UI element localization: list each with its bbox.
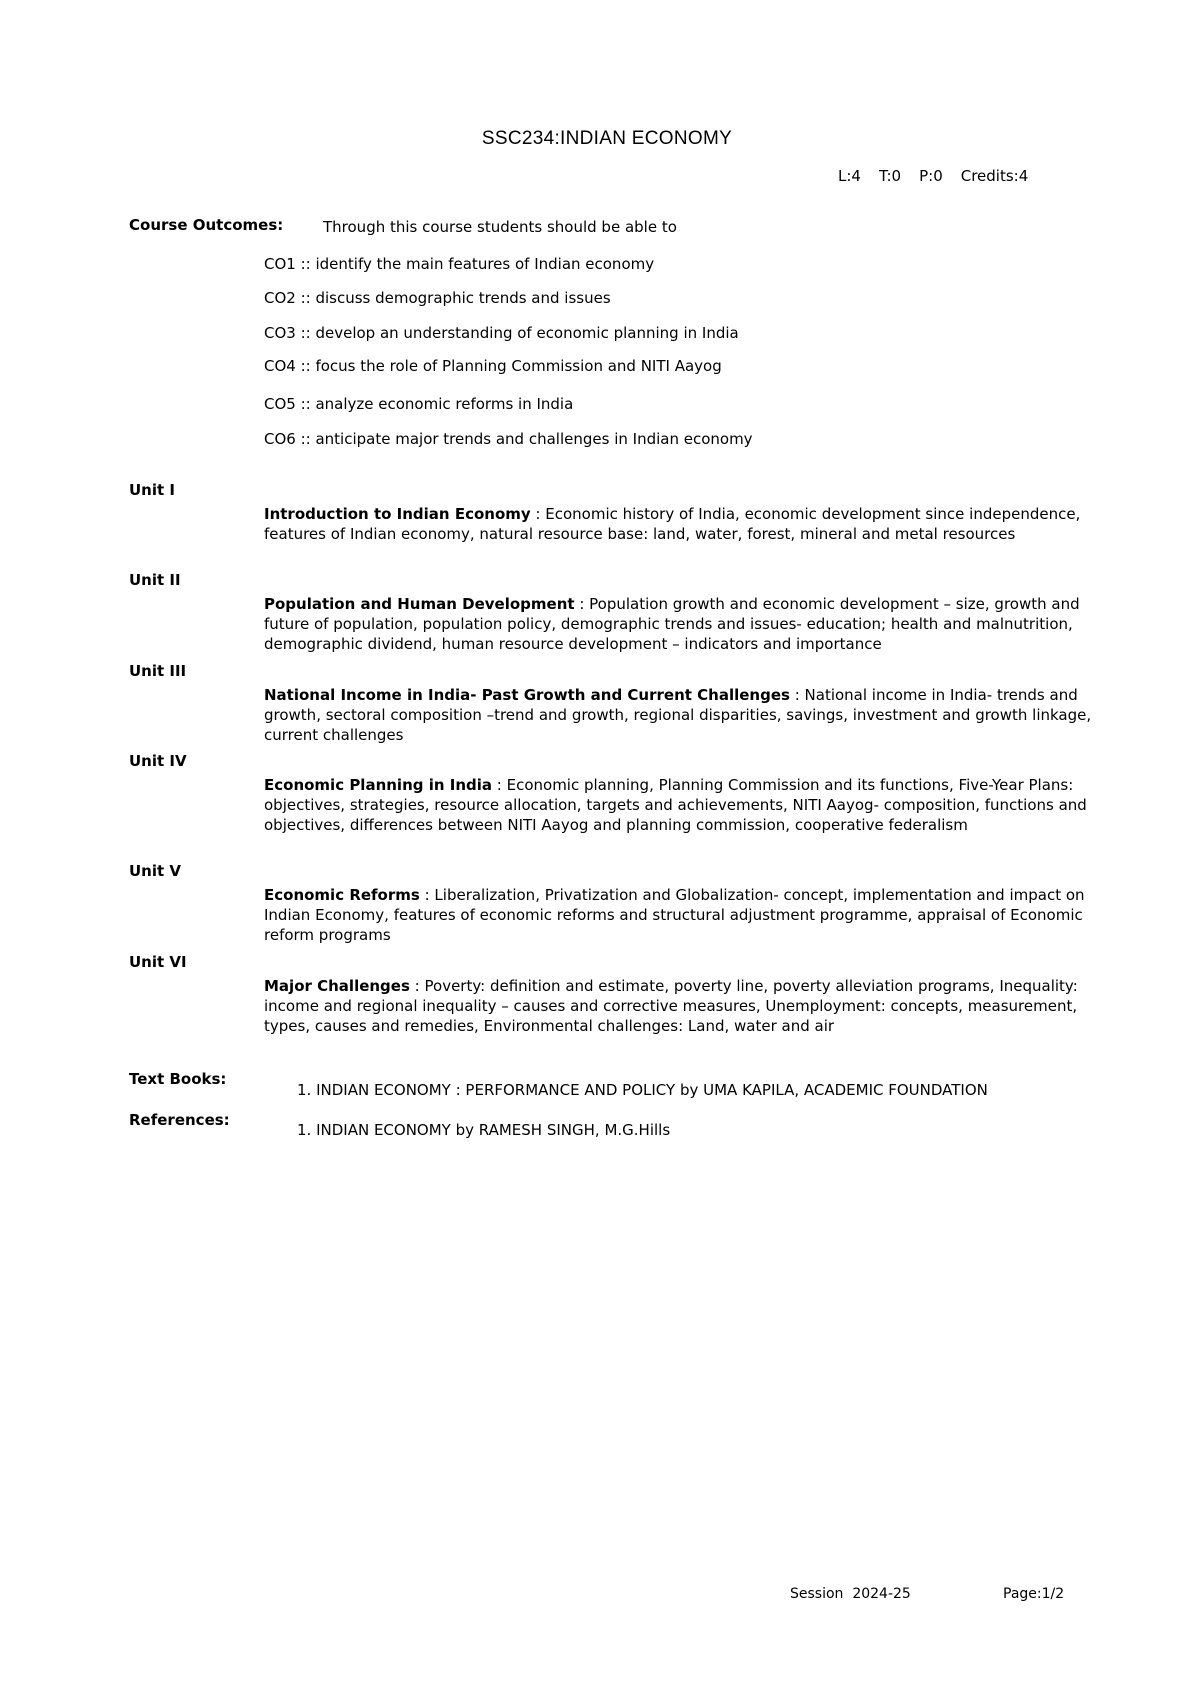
unit-description: Introduction to Indian Economy : Economic history of India, economic development since independence, features of Indian economy, natural resource base: land, water, forest, mineral and metal resources xyxy=(264,505,1081,543)
unit-heading: Introduction to Indian Economy xyxy=(264,505,531,523)
unit-heading: Population and Human Development xyxy=(264,595,575,613)
footer-page-number: Page:1/2 xyxy=(1003,1586,1065,1602)
credits-line xyxy=(838,167,1046,185)
text-books-label: Text Books: xyxy=(129,1070,227,1088)
unit-text: Economic planning, Planning Commission and its functions, Five-Year Plans: objectives, strategies, resource allocation, targets and achievements, NITI Aayog- composition, functions and objectives, differences between NITI Aayog and planning commission, cooperative federalism xyxy=(264,776,1087,834)
course-outcome-item: CO3 :: develop an understanding of economic planning in India xyxy=(264,324,739,342)
footer-session: Session 2024-25 xyxy=(790,1586,911,1602)
unit-text: Economic history of India, economic development since independence, features of Indian economy, natural resource base: land, water, forest, mineral and metal resources xyxy=(264,505,1081,543)
unit-description: Economic Reforms : Liberalization, Privatization and Globalization- concept, implementation and impact on Indian Economy, features of economic reforms and structural adjustment programme, appraisal of Economic reform programs xyxy=(264,886,1085,944)
unit-label: Unit VI xyxy=(129,953,187,971)
unit-label: Unit IV xyxy=(129,752,187,770)
unit-heading: Major Challenges xyxy=(264,977,410,995)
unit-text: Population growth and economic development – size, growth and future of population, population policy, demographic trends and issues- education; health and malnutrition, demographic dividend, human resource development – indicators and importance xyxy=(264,595,1080,653)
course-outcomes-label: Course Outcomes: xyxy=(129,216,284,234)
course-outcomes-intro: Through this course students should be able to xyxy=(323,218,677,236)
unit-heading: National Income in India- Past Growth and Current Challenges xyxy=(264,686,790,704)
course-outcome-item: CO2 :: discuss demographic trends and issues xyxy=(264,289,611,307)
credits-value: Credits:4 xyxy=(960,167,1029,185)
unit-heading: Economic Planning in India xyxy=(264,776,493,794)
tutorial-hours: T:0 xyxy=(878,167,902,185)
reference-item: 1. INDIAN ECONOMY by RAMESH SINGH, M.G.Hills xyxy=(297,1121,671,1139)
unit-description: Economic Planning in India : Economic planning, Planning Commission and its functions, Five-Year Plans: objectives, strategies, resource allocation, targets and achievements, NITI Aayog- composition, functions and objectives, differences between NITI Aayog and planning commission, cooperative federalism xyxy=(264,776,1087,834)
unit-heading: Economic Reforms xyxy=(264,886,420,904)
unit-label: Unit I xyxy=(129,481,175,499)
course-outcome-item: CO5 :: analyze economic reforms in India xyxy=(264,395,574,413)
course-outcome-item: CO4 :: focus the role of Planning Commission and NITI Aayog xyxy=(264,357,722,375)
unit-text: Liberalization, Privatization and Globalization- concept, implementation and impact on Indian Economy, features of economic reforms and structural adjustment programme, appraisal of Economic reform programs xyxy=(264,886,1085,944)
unit-text: Poverty: definition and estimate, poverty line, poverty alleviation programs, Inequality: income and regional inequality – causes and corrective measures, Unemployment: concepts, measurement, types, causes and remedies, Environmental challenges: Land, water and air xyxy=(264,977,1078,1035)
practical-hours: P:0 xyxy=(919,167,943,185)
lecture-hours: L:4 xyxy=(838,167,861,185)
unit-label: Unit V xyxy=(129,862,182,880)
references-label: References: xyxy=(129,1111,230,1129)
unit-description: Major Challenges : Poverty: definition and estimate, poverty line, poverty alleviation programs, Inequality: income and regional inequality – causes and corrective measures, Unemployment: concepts, measurement, types, causes and remedies, Environmental challenges: Land, water and air xyxy=(264,977,1078,1035)
unit-description: National Income in India- Past Growth and Current Challenges : National income in India- trends and growth, sectoral composition –trend and growth, regional disparities, savings, investment and growth linkage, current challenges xyxy=(264,686,1092,744)
unit-text: National income in India- trends and growth, sectoral composition –trend and growth, regional disparities, savings, investment and growth linkage, current challenges xyxy=(264,686,1092,744)
unit-label: Unit III xyxy=(129,662,187,680)
course-outcome-item: CO1 :: identify the main features of Indian economy xyxy=(264,255,655,273)
unit-label: Unit II xyxy=(129,571,181,589)
course-outcome-item: CO6 :: anticipate major trends and challenges in Indian economy xyxy=(264,430,753,448)
text-book-item: 1. INDIAN ECONOMY : PERFORMANCE AND POLICY by UMA KAPILA, ACADEMIC FOUNDATION xyxy=(297,1081,988,1099)
unit-description: Population and Human Development : Population growth and economic development – size, growth and future of population, population policy, demographic trends and issues- education; health and malnutrition, demographic dividend, human resource development – indicators and importance xyxy=(264,595,1080,653)
page-title: SSC234:INDIAN ECONOMY xyxy=(481,128,733,149)
